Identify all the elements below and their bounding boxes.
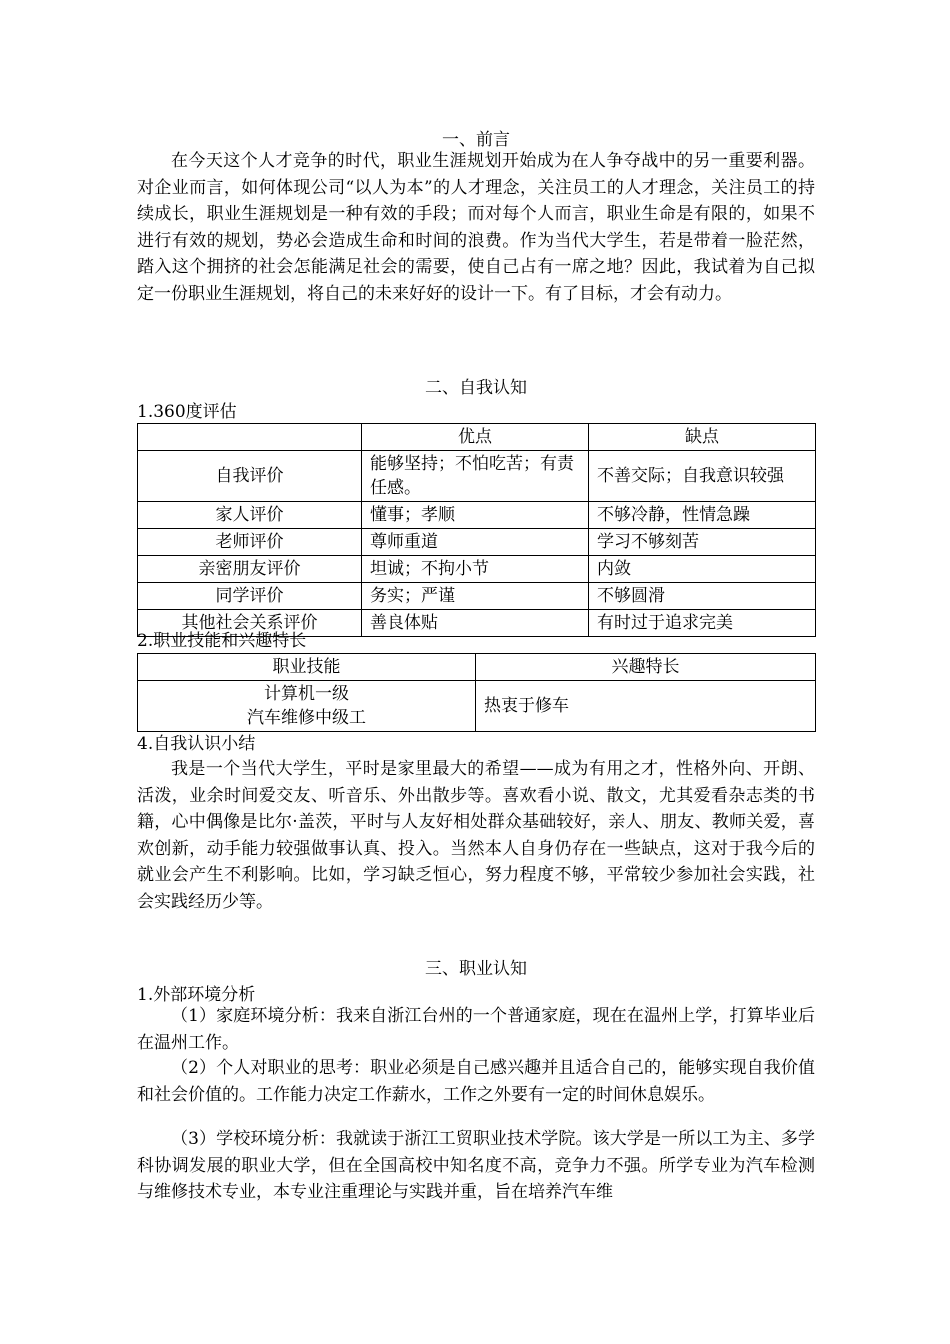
section3-sub1-label: 1.外部环境分析 xyxy=(137,985,256,1005)
table-cell: 务实；严谨 xyxy=(362,583,589,610)
section1-paragraph: 在今天这个人才竞争的时代，职业生涯规划开始成为在人争夺战中的另一重要利器。对企业而言，如何体现公司“以人为本”的人才理念，关注员工的人才理念，关注员工的持续成长，职业生涯规划是一种有效的手段；而对每个人而言，职业生命是有限的，如果不进行有效的规划，势必会造成生命和时间的浪费。作为当代大学生，若是带着一脸茫然，踏入这个拥挤的社会怎能满足社会的需要，使自己占有一席之地？因此，我试着为自己拟定一份职业生涯规划，将自己的未来好好的设计一下。有了目标，才会有动力。 xyxy=(137,151,815,304)
evaluation-table xyxy=(137,423,816,637)
table-cell: 不善交际；自我意识较强 xyxy=(589,451,816,502)
sub1-label: 1.360度评估 xyxy=(137,402,237,422)
summary-paragraph: 我是一个当代大学生，平时是家里最大的希望——成为有用之才，性格外向、开朗、活泼，业余时间爱交友、听音乐、外出散步等。喜欢看小说、散文，尤其爱看杂志类的书籍，心中偶像是比尔·盖茨，平时与人友好相处群众基础较好，亲人、朋友、教师关爱，喜欢创新，动手能力较强做事认真、投入。当然本人自身仍存在一些缺点，这对于我今后的就业会产生不利影响。比如，学习缺乏恒心，努力程度不够，平常较少参加社会实践，社会实践经历少等。 xyxy=(137,759,815,912)
skill-line: 汽车维修中级工 xyxy=(247,708,366,728)
section3-title: 三、职业认知 xyxy=(425,959,527,979)
table-row xyxy=(138,556,816,583)
table-cell: 坦诚；不拘小节 xyxy=(362,556,589,583)
table-header-cell xyxy=(138,424,362,451)
school-analysis-paragraph: （3）学校环境分析：我就读于浙江工贸职业技术学院。该大学是一所以工为主、多学科协调发展的职业大学，但在全国高校中知名度不高，竞争力不强。所学专业为汽车检测与维修技术专业，本专业注重理论与实践并重，旨在培养汽车维 xyxy=(137,1129,815,1202)
table-cell xyxy=(138,681,476,732)
table-cell: 其他社会关系评价 xyxy=(138,610,362,637)
table-header-row xyxy=(138,424,816,451)
career-thought-paragraph: （2）个人对职业的思考：职业必须是自己感兴趣并且适合自己的，能够实现自我价值和社会价值的。工作能力决定工作薪水，工作之外要有一定的时间休息娱乐。 xyxy=(137,1058,815,1105)
table-row xyxy=(138,502,816,529)
table-row xyxy=(138,583,816,610)
table-cell: 善良体贴 xyxy=(362,610,589,637)
table-cell: 老师评价 xyxy=(138,529,362,556)
family-analysis-paragraph: （1）家庭环境分析：我来自浙江台州的一个普通家庭，现在在温州上学，打算毕业后在温州工作。 xyxy=(137,1006,815,1053)
sub2-label: 2.职业技能和兴趣特长 xyxy=(137,631,307,651)
table-cell: 不够冷静，性情急躁 xyxy=(589,502,816,529)
table-header-cell: 兴趣特长 xyxy=(476,654,816,681)
table-cell: 同学评价 xyxy=(138,583,362,610)
table-header-cell: 优点 xyxy=(362,424,589,451)
table-cell: 能够坚持；不怕吃苦；有责任感。 xyxy=(362,451,589,502)
table-cell: 自我评价 xyxy=(138,451,362,502)
section1-title: 一、前言 xyxy=(442,130,510,150)
table-header-row xyxy=(138,654,816,681)
table-header-cell: 职业技能 xyxy=(138,654,476,681)
table-cell: 内敛 xyxy=(589,556,816,583)
skills-table xyxy=(137,653,816,732)
table-cell: 懂事；孝顺 xyxy=(362,502,589,529)
table-cell: 热衷于修车 xyxy=(476,681,816,732)
section2-title: 二、自我认知 xyxy=(425,378,527,398)
table-header-cell: 缺点 xyxy=(589,424,816,451)
table-row xyxy=(138,451,816,502)
table-cell: 有时过于追求完美 xyxy=(589,610,816,637)
table-cell: 尊师重道 xyxy=(362,529,589,556)
skill-line: 计算机一级 xyxy=(264,684,349,704)
table-row xyxy=(138,529,816,556)
sub4-label: 4.自我认识小结 xyxy=(137,734,256,754)
table-cell: 不够圆滑 xyxy=(589,583,816,610)
table-cell: 亲密朋友评价 xyxy=(138,556,362,583)
table-row xyxy=(138,681,816,732)
table-cell: 学习不够刻苦 xyxy=(589,529,816,556)
table-cell: 家人评价 xyxy=(138,502,362,529)
